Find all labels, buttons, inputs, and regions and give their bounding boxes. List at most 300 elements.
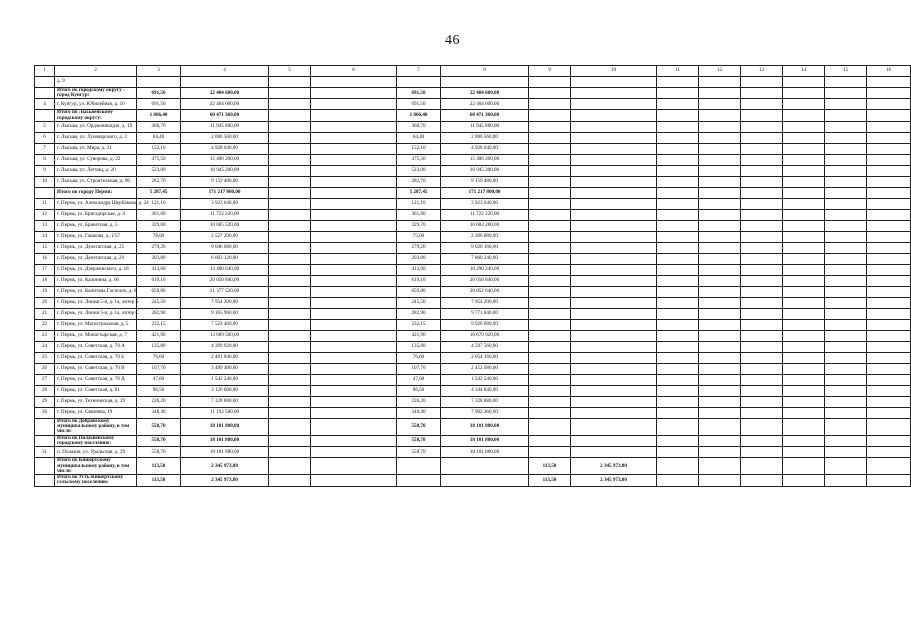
column-number-cell: 16 (867, 66, 911, 77)
value-cell-8: 7 328 880,00 (441, 396, 529, 407)
row-number-cell: 11 (35, 198, 55, 209)
value-cell-16 (867, 308, 911, 319)
value-cell-14 (783, 319, 825, 330)
value-cell-4: 7 328 880,00 (181, 396, 269, 407)
value-cell-5 (269, 407, 311, 418)
value-cell-14 (783, 154, 825, 165)
value-cell-6 (311, 385, 397, 396)
value-cell-15 (825, 165, 867, 176)
value-cell-6 (311, 286, 397, 297)
value-cell-15 (825, 363, 867, 374)
value-cell-6 (311, 330, 397, 341)
value-cell-16 (867, 187, 911, 198)
total-label-cell: Итого по Лысьвенскому городскому округу: (55, 110, 137, 121)
value-cell-9 (529, 418, 571, 435)
table-row (35, 99, 911, 110)
value-cell-5 (269, 154, 311, 165)
value-cell-8: 16 945 200,00 (441, 165, 529, 176)
value-cell-13 (741, 176, 783, 187)
value-cell-5 (269, 447, 311, 458)
value-cell-16 (867, 88, 911, 99)
value-cell-4: 7 523 460,00 (181, 319, 269, 330)
value-cell-4: 171 217 800,00 (181, 187, 269, 198)
value-cell-13 (741, 435, 783, 446)
value-cell-14 (783, 308, 825, 319)
value-cell-5 (269, 209, 311, 220)
value-cell-7: 368,70 (397, 121, 441, 132)
value-cell-14 (783, 297, 825, 308)
value-cell-6 (311, 374, 397, 385)
value-cell-3: 475,50 (137, 154, 181, 165)
row-number-cell: 7 (35, 143, 55, 154)
value-cell-7: 361,80 (397, 209, 441, 220)
value-cell-6 (311, 297, 397, 308)
row-number-cell: 22 (35, 319, 55, 330)
row-number-cell: 13 (35, 220, 55, 231)
row-number-cell: 25 (35, 352, 55, 363)
value-cell-9 (529, 264, 571, 275)
value-cell-3: 619,10 (137, 275, 181, 286)
value-cell-4: 20 058 840,00 (181, 275, 269, 286)
row-number-cell: 27 (35, 374, 55, 385)
value-cell-5 (269, 264, 311, 275)
value-cell-15 (825, 253, 867, 264)
value-cell-4: 4 399 920,00 (181, 341, 269, 352)
value-cell-4: 7 954 200,00 (181, 297, 269, 308)
value-cell-16 (867, 363, 911, 374)
value-cell-5 (269, 132, 311, 143)
total-row (35, 418, 911, 435)
address-cell: г. Пермь, ул. Дзержинского, д. 18 (55, 264, 137, 275)
address-cell: г. Пермь, ул. Советская, д. 70 А (55, 341, 137, 352)
value-cell-9 (529, 154, 571, 165)
value-cell-8: 9 771 840,00 (441, 308, 529, 319)
value-cell-10 (571, 154, 657, 165)
value-cell-9 (529, 407, 571, 418)
value-cell-14 (783, 110, 825, 121)
value-cell-5 (269, 143, 311, 154)
value-cell-12 (699, 363, 741, 374)
value-cell-9 (529, 396, 571, 407)
value-cell-11 (657, 242, 699, 253)
value-cell-8: 60 471 360,00 (441, 110, 529, 121)
value-cell-9 (529, 341, 571, 352)
value-cell-16 (867, 352, 911, 363)
value-cell-14 (783, 330, 825, 341)
value-cell-3: 76,60 (137, 352, 181, 363)
value-cell-12 (699, 330, 741, 341)
value-cell-16 (867, 209, 911, 220)
value-cell-6 (311, 132, 397, 143)
column-number-cell: 10 (571, 66, 657, 77)
value-cell-5 (269, 319, 311, 330)
value-cell-4: 21 377 520,00 (181, 286, 269, 297)
value-cell-9 (529, 99, 571, 110)
row-number-cell: 17 (35, 264, 55, 275)
value-cell-13 (741, 242, 783, 253)
value-cell-11 (657, 275, 699, 286)
value-cell-3: 361,80 (137, 209, 181, 220)
value-cell-10 (571, 187, 657, 198)
address-cell: г. Пермь, ул. Делегатская, д. 25 (55, 242, 137, 253)
value-cell-16 (867, 77, 911, 88)
value-cell-4: 15 406 200,00 (181, 154, 269, 165)
value-cell-15 (825, 319, 867, 330)
column-number-cell: 6 (311, 66, 397, 77)
value-cell-13 (741, 121, 783, 132)
value-cell-8 (441, 77, 529, 88)
value-cell-3: 659,80 (137, 286, 181, 297)
value-cell-7: 523,00 (397, 165, 441, 176)
value-cell-9: 113,50 (529, 475, 571, 486)
row-number-cell: 29 (35, 396, 55, 407)
value-cell-4: 1 542 240,00 (181, 374, 269, 385)
value-cell-9 (529, 330, 571, 341)
value-cell-5 (269, 275, 311, 286)
value-cell-12 (699, 447, 741, 458)
value-cell-15 (825, 308, 867, 319)
table-row (35, 407, 911, 418)
value-cell-9 (529, 242, 571, 253)
value-cell-8: 11 945 880,00 (441, 121, 529, 132)
total-row (35, 110, 911, 121)
value-cell-4: 13 400 640,00 (181, 264, 269, 275)
address-cell: г. Пермь, ул. Брикетная, д. 5 (55, 220, 137, 231)
column-number-cell: 5 (269, 66, 311, 77)
value-cell-8: 20 852 640,00 (441, 286, 529, 297)
value-cell-12 (699, 374, 741, 385)
value-cell-7: 107,70 (397, 363, 441, 374)
value-cell-14 (783, 242, 825, 253)
value-cell-5 (269, 286, 311, 297)
value-cell-12 (699, 99, 741, 110)
value-cell-5 (269, 77, 311, 88)
value-cell-5 (269, 418, 311, 435)
value-cell-12 (699, 209, 741, 220)
value-cell-9 (529, 77, 571, 88)
column-number-cell: 15 (825, 66, 867, 77)
value-cell-3: 1 866,40 (137, 110, 181, 121)
row-number-cell: 12 (35, 209, 55, 220)
value-cell-6 (311, 154, 397, 165)
value-cell-12 (699, 88, 741, 99)
value-cell-10 (571, 220, 657, 231)
column-number-cell: 4 (181, 66, 269, 77)
value-cell-8: 7 954 200,00 (441, 297, 529, 308)
value-cell-11 (657, 435, 699, 446)
value-cell-14 (783, 231, 825, 242)
value-cell-5 (269, 341, 311, 352)
value-cell-10 (571, 363, 657, 374)
value-cell-3: 47,60 (137, 374, 181, 385)
value-cell-8: 2 452 680,00 (441, 363, 529, 374)
value-cell-5 (269, 435, 311, 446)
value-cell-9 (529, 297, 571, 308)
value-cell-16 (867, 286, 911, 297)
value-cell-4: 18 101 880,00 (181, 418, 269, 435)
value-cell-6 (311, 447, 397, 458)
row-number-cell (35, 110, 55, 121)
value-cell-10 (571, 209, 657, 220)
value-cell-8: 18 101 880,00 (441, 447, 529, 458)
value-cell-3 (137, 77, 181, 88)
value-cell-6 (311, 77, 397, 88)
value-cell-10 (571, 308, 657, 319)
value-cell-12 (699, 143, 741, 154)
value-cell-16 (867, 374, 911, 385)
value-cell-4: 2 345 973,80 (181, 475, 269, 486)
value-cell-10 (571, 88, 657, 99)
value-cell-11 (657, 253, 699, 264)
value-cell-14 (783, 374, 825, 385)
value-cell-14 (783, 187, 825, 198)
value-cell-12 (699, 242, 741, 253)
value-cell-4: 11 192 580,00 (181, 407, 269, 418)
column-number-cell: 14 (783, 66, 825, 77)
value-cell-13 (741, 77, 783, 88)
value-cell-14 (783, 198, 825, 209)
value-cell-16 (867, 132, 911, 143)
value-cell-10 (571, 297, 657, 308)
row-number-cell (35, 475, 55, 486)
table-row (35, 165, 911, 176)
value-cell-4: 11 945 880,00 (181, 121, 269, 132)
value-cell-11 (657, 308, 699, 319)
value-cell-5 (269, 396, 311, 407)
row-number-cell: 5 (35, 121, 55, 132)
value-cell-15 (825, 407, 867, 418)
value-cell-5 (269, 385, 311, 396)
table-row (35, 176, 911, 187)
value-cell-3: 282,90 (137, 308, 181, 319)
table-row (35, 319, 911, 330)
row-number-cell: 20 (35, 297, 55, 308)
value-cell-13 (741, 475, 783, 486)
value-cell-16 (867, 231, 911, 242)
value-cell-10 (571, 198, 657, 209)
table-row (35, 264, 911, 275)
address-cell: г. Пермь, ул. Линия 5-я, д. 1а, литер С (55, 308, 137, 319)
value-cell-15 (825, 297, 867, 308)
value-cell-5 (269, 121, 311, 132)
value-cell-8: 2 306 880,00 (441, 231, 529, 242)
value-cell-11 (657, 121, 699, 132)
value-cell-7: 279,20 (397, 242, 441, 253)
value-cell-13 (741, 385, 783, 396)
value-cell-10 (571, 435, 657, 446)
address-cell: г. Лысьва, ул. Орджоникидзе, д. 19 (55, 121, 137, 132)
value-cell-15 (825, 352, 867, 363)
value-cell-14 (783, 363, 825, 374)
value-cell-3: 413,60 (137, 264, 181, 275)
value-cell-6 (311, 308, 397, 319)
total-row (35, 475, 911, 486)
value-cell-16 (867, 165, 911, 176)
value-cell-13 (741, 374, 783, 385)
table-row (35, 121, 911, 132)
value-cell-12 (699, 220, 741, 231)
total-label-cell: Итого по городскому округу - город Кунгур: (55, 88, 137, 99)
value-cell-14 (783, 209, 825, 220)
value-cell-15 (825, 88, 867, 99)
value-cell-9 (529, 132, 571, 143)
value-cell-10 (571, 286, 657, 297)
value-cell-5 (269, 458, 311, 475)
value-cell-15 (825, 110, 867, 121)
value-cell-8: 4 344 840,00 (441, 385, 529, 396)
value-cell-4 (181, 77, 269, 88)
value-cell-6 (311, 176, 397, 187)
value-cell-8: 2 054 160,00 (441, 352, 529, 363)
total-label-cell: Итого по Добрянскому муниципальному району, в том числе: (55, 418, 137, 435)
value-cell-9 (529, 209, 571, 220)
value-cell-6 (311, 341, 397, 352)
value-cell-15 (825, 264, 867, 275)
value-cell-8: 22 404 600,00 (441, 88, 529, 99)
column-number-cell: 9 (529, 66, 571, 77)
value-cell-12 (699, 77, 741, 88)
value-cell-10 (571, 253, 657, 264)
value-cell-8: 7 902 360,00 (441, 407, 529, 418)
value-cell-11 (657, 374, 699, 385)
value-cell-13 (741, 110, 783, 121)
value-cell-11 (657, 220, 699, 231)
value-cell-11 (657, 264, 699, 275)
value-cell-11 (657, 231, 699, 242)
value-cell-13 (741, 308, 783, 319)
value-cell-6 (311, 458, 397, 475)
table-row (35, 154, 911, 165)
value-cell-14 (783, 275, 825, 286)
value-cell-11 (657, 363, 699, 374)
value-cell-13 (741, 286, 783, 297)
value-cell-11 (657, 88, 699, 99)
row-number-cell: 23 (35, 330, 55, 341)
value-cell-7: 413,60 (397, 264, 441, 275)
address-cell: г. Пермь, ул. Капитана Гастелло, д. 6 (55, 286, 137, 297)
value-cell-14 (783, 253, 825, 264)
value-cell-13 (741, 319, 783, 330)
value-cell-4: 2 086 560,00 (181, 132, 269, 143)
value-cell-9 (529, 352, 571, 363)
value-cell-15 (825, 154, 867, 165)
value-cell-4: 2 345 973,80 (181, 458, 269, 475)
column-number-cell: 7 (397, 66, 441, 77)
table-row (35, 308, 911, 319)
row-number-cell: 26 (35, 363, 55, 374)
value-cell-7: 348,40 (397, 407, 441, 418)
table-row (35, 374, 911, 385)
value-cell-8: 9 159 480,00 (441, 176, 529, 187)
value-cell-16 (867, 176, 911, 187)
address-cell: г. Пермь, ул. Советская, д. 70 Б (55, 352, 137, 363)
value-cell-8: 20 058 840,00 (441, 275, 529, 286)
value-cell-13 (741, 253, 783, 264)
value-cell-3: 421,90 (137, 330, 181, 341)
value-cell-3: 282,70 (137, 176, 181, 187)
value-cell-11 (657, 447, 699, 458)
value-cell-9 (529, 198, 571, 209)
value-cell-8: 22 404 600,00 (441, 99, 529, 110)
value-cell-10 (571, 341, 657, 352)
address-cell: г. Пермь, ул. Советская, д. 70 В (55, 363, 137, 374)
value-cell-11 (657, 319, 699, 330)
value-cell-10 (571, 319, 657, 330)
value-cell-12 (699, 396, 741, 407)
table-row (35, 253, 911, 264)
value-cell-9 (529, 286, 571, 297)
column-number-cell: 8 (441, 66, 529, 77)
value-cell-16 (867, 385, 911, 396)
value-cell-12 (699, 475, 741, 486)
value-cell-15 (825, 330, 867, 341)
value-cell-11 (657, 99, 699, 110)
value-cell-7: 152,10 (397, 143, 441, 154)
value-cell-14 (783, 99, 825, 110)
value-cell-11 (657, 165, 699, 176)
value-cell-7: 558,70 (397, 447, 441, 458)
row-number-cell (35, 187, 55, 198)
value-cell-5 (269, 88, 311, 99)
value-cell-3: 368,70 (137, 121, 181, 132)
value-cell-13 (741, 407, 783, 418)
value-cell-12 (699, 253, 741, 264)
value-cell-16 (867, 297, 911, 308)
value-cell-14 (783, 447, 825, 458)
value-cell-14 (783, 220, 825, 231)
value-cell-7: 282,90 (397, 308, 441, 319)
table-row (35, 396, 911, 407)
row-number-cell: 8 (35, 154, 55, 165)
value-cell-13 (741, 231, 783, 242)
value-cell-7: 475,50 (397, 154, 441, 165)
value-cell-12 (699, 176, 741, 187)
value-cell-9 (529, 231, 571, 242)
value-cell-11 (657, 330, 699, 341)
value-cell-4: 2 481 840,00 (181, 352, 269, 363)
value-cell-14 (783, 341, 825, 352)
value-cell-11 (657, 110, 699, 121)
value-cell-14 (783, 176, 825, 187)
value-cell-16 (867, 341, 911, 352)
value-cell-9 (529, 176, 571, 187)
value-cell-10 (571, 374, 657, 385)
row-number-cell: 31 (35, 447, 55, 458)
total-row (35, 458, 911, 475)
value-cell-14 (783, 352, 825, 363)
value-cell-15 (825, 209, 867, 220)
value-cell-12 (699, 407, 741, 418)
total-row (35, 88, 911, 99)
value-cell-10 (571, 99, 657, 110)
value-cell-11 (657, 297, 699, 308)
table-row (35, 447, 911, 458)
table-row (35, 330, 911, 341)
value-cell-7: 245,50 (397, 297, 441, 308)
value-cell-4: 22 404 600,00 (181, 99, 269, 110)
value-cell-8: 15 406 200,00 (441, 154, 529, 165)
value-cell-16 (867, 220, 911, 231)
table-row (35, 352, 911, 363)
address-cell: г. Пермь, ул. Александра Щербакова, д. 24 (55, 198, 137, 209)
value-cell-8: 4 928 040,00 (441, 143, 529, 154)
value-cell-7 (397, 475, 441, 486)
value-cell-13 (741, 198, 783, 209)
value-cell-3: 329,80 (137, 220, 181, 231)
value-cell-16 (867, 143, 911, 154)
value-cell-15 (825, 187, 867, 198)
register-table (34, 65, 911, 487)
